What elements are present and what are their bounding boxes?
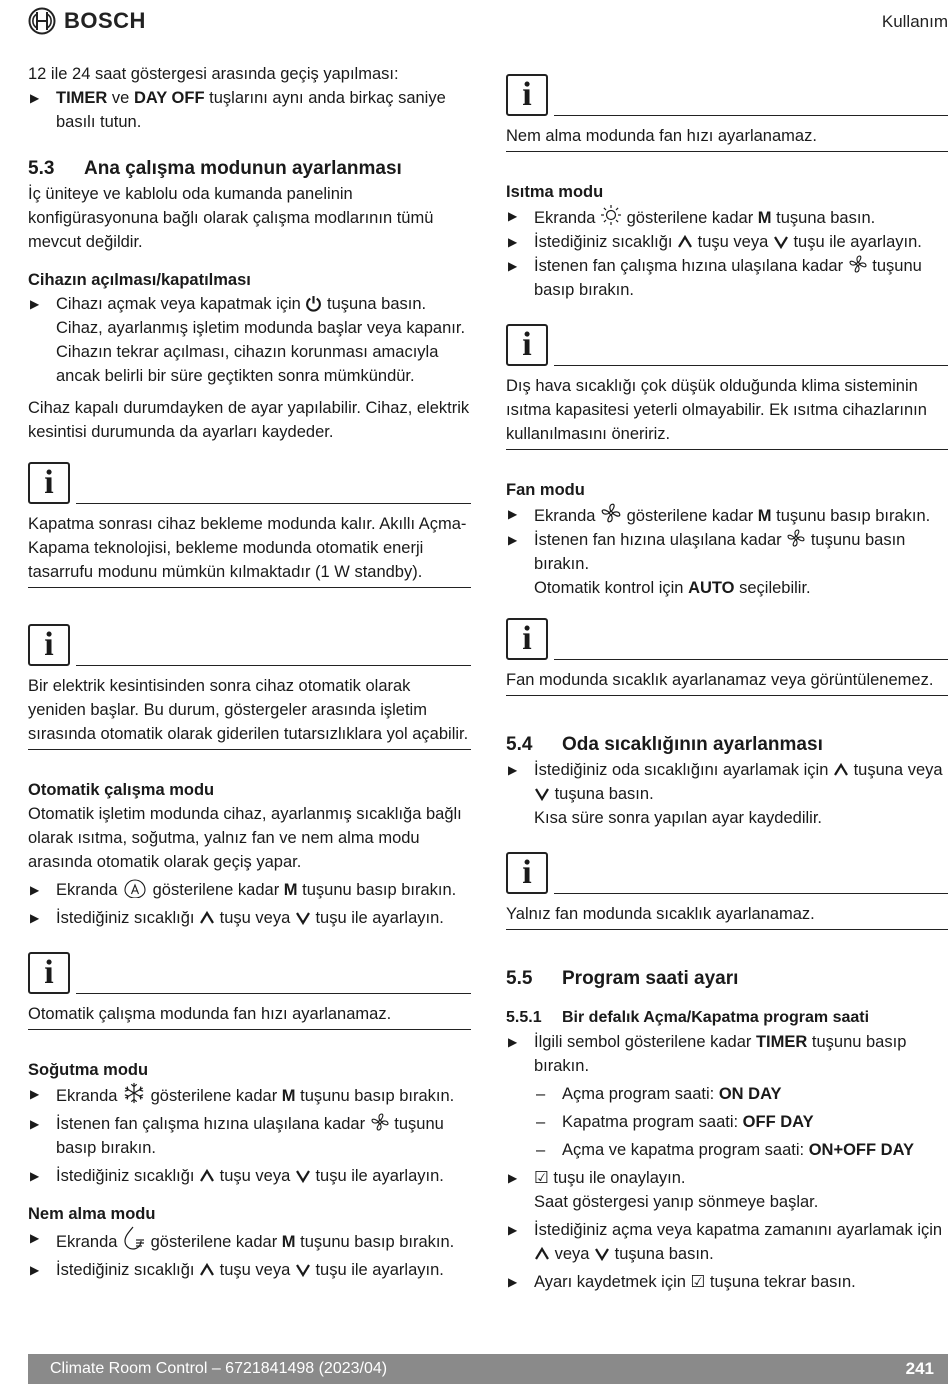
snowflake-icon [122,1082,146,1104]
list-item: ▶ İstediğiniz sıcaklığı tuşu veya tuşu ile ayarlayın. [28,1258,471,1282]
arrow-up-icon [833,762,849,778]
paragraph: Cihaz kapalı durumdayken de ayar yapılabilir. Cihaz, elektrik kesintisi durumunda da ayarları kaydeder. [28,399,470,441]
note-text: Kapatma sonrası cihaz bekleme modunda kalır. Akıllı Açma-Kapama teknolojisi, bekleme modunda otomatik enerji tasarrufu modunu mümkün kılmaktadır (1 W standby). [28,515,467,581]
note-text: Nem alma modunda fan hızı ayarlanamaz. [506,127,817,145]
bosch-logo-icon [28,7,56,35]
arrow-down-icon [594,1246,610,1262]
section-heading-5-4: 5.4 Oda sıcaklığının ayarlanması [506,734,823,755]
confirm-icon: ☑ [534,1169,549,1187]
paragraph: Saat göstergesi yanıp sönmeye başlar. [534,1193,819,1211]
list-item: ▶ Ayarı kaydetmek için ☑ tuşuna tekrar basın. [506,1270,948,1294]
dash-item: – Kapatma program saati: OFF DAY [506,1110,948,1134]
info-icon: i [506,852,548,894]
info-note [506,618,948,696]
humidity-drop-icon [122,1226,146,1250]
fan-icon [600,502,622,524]
subheading-fan: Fan modu [506,481,585,499]
list-item: ▶ İstenen fan çalışma hızına ulaşılana kadar tuşunu basıp bırakın. [506,254,948,302]
arrow-up-icon [677,234,693,250]
subheading-onoff: Cihazın açılması/kapatılması [28,271,251,289]
list-item: ▶ Ekranda gösterilene kadar M tuşunu basıp bırakın. [506,502,948,528]
brand-name: BOSCH [64,8,146,33]
list-item: ▶ ☑ tuşu ile onaylayın. [506,1166,948,1190]
right-column [506,62,948,1294]
list-item: ▶ TIMER ve DAY OFF tuşlarını aynı anda birkaç saniye basılı tutun. [28,86,471,134]
page-number: 241 [905,1359,934,1378]
paragraph: Otomatik işletim modunda cihaz, ayarlanmış sıcaklığa bağlı olarak ısıtma, soğutma, yalnız fan ve nem alma modu arasında otomatik olarak geçiş yapar. [28,805,462,871]
list-item: ▶ İstenen fan hızına ulaşılana kadar tuşunu basın bırakın. [506,528,948,576]
list-item: ▶ İstenen fan çalışma hızına ulaşılana kadar tuşunu basıp bırakın. [28,1112,471,1160]
info-note [506,74,948,152]
document-id: Climate Room Control – 6721841498 (2023/04) [50,1360,388,1377]
note-text: Yalnız fan modunda sıcaklık ayarlanamaz. [506,905,815,923]
section-heading-5-5-1: 5.5.1 Bir defalık Açma/Kapatma program saati [506,1009,870,1026]
arrow-down-icon [773,234,789,250]
note-text: Dış hava sıcaklığı çok düşük olduğunda klima sisteminin ısıtma kapasitesi yeterli olmayabilir. Ek ısıtma cihazlarının kullanılmasını öneririz. [506,377,927,443]
dash-item: – Açma program saati: ON DAY [506,1082,948,1106]
paragraph: Kısa süre sonra yapılan ayar kaydedilir. [534,809,822,827]
arrow-up-icon [534,1246,550,1262]
subheading-heating: Isıtma modu [506,183,604,201]
paragraph: Cihaz, ayarlanmış işletim modunda başlar veya kapanır. Cihazın tekrar açılması, cihazın korunması amacıyla ancak belirli bir süre geçtikten sonra mümkündür. [56,319,466,385]
arrow-down-icon [295,910,311,926]
dash-item: – Açma ve kapatma program saati: ON+OFF DAY [506,1138,948,1162]
list-item: ▶ Cihazı açmak veya kapatmak için tuşuna basın. [28,292,471,316]
intro-text: 12 ile 24 saat göstergesi arasında geçiş yapılması: [28,65,399,83]
list-item: ▶ Ekranda gösterilene kadar M tuşunu basıp bırakın. [28,878,471,902]
section-heading-5-5: 5.5 Program saati ayarı [506,968,739,989]
arrow-up-icon [199,1262,215,1278]
list-item: ▶ İstediğiniz açma veya kapatma zamanını ayarlamak için veya tuşuna basın. [506,1218,948,1266]
subheading-cooling: Soğutma modu [28,1061,149,1079]
list-item: ▶ Ekranda gösterilene kadar M tuşuna basın. [506,204,948,230]
list-item: ▶ İstediğiniz sıcaklığı tuşu veya tuşu ile ayarlayın. [28,906,471,930]
subheading-dry: Nem alma modu [28,1205,156,1223]
section-heading-5-3: 5.3 Ana çalışma modunun ayarlanması [28,158,402,179]
power-icon [305,295,322,312]
section-title: Kullanım [881,12,948,31]
paragraph: Otomatik kontrol için AUTO seçilebilir. [534,579,811,597]
list-item: ▶ İlgili sembol gösterilene kadar TIMER tuşunu basıp bırakın. [506,1030,948,1078]
list-item: ▶ İstediğiniz sıcaklığı tuşu veya tuşu ile ayarlayın. [28,1164,471,1188]
note-text: Otomatik çalışma modunda fan hızı ayarlanamaz. [28,1005,392,1023]
page-footer [28,1354,948,1384]
note-text: Fan modunda sıcaklık ayarlanamaz veya görüntülenemez. [506,671,934,689]
info-icon: i [28,462,70,504]
arrow-up-icon [199,1168,215,1184]
paragraph: İç üniteye ve kablolu oda kumanda panelinin konfigürasyonuna bağlı olarak çalışma modlarının tümü mevcut değildir. [28,185,434,251]
arrow-down-icon [295,1262,311,1278]
auto-mode-icon [122,878,148,898]
info-icon: i [506,74,548,116]
sun-icon [600,204,622,226]
info-icon: i [506,324,548,366]
list-item: ▶ Ekranda gösterilene kadar M tuşunu basıp bırakın. [28,1226,471,1254]
arrow-down-icon [295,1168,311,1184]
confirm-icon: ☑ [690,1273,706,1291]
fan-icon [786,528,806,548]
list-item: ▶ Ekranda gösterilene kadar M tuşunu basıp bırakın. [28,1082,471,1108]
arrow-down-icon [534,786,550,802]
list-item: ▶ İstediğiniz oda sıcaklığını ayarlamak için tuşuna veya tuşuna basın. [506,758,948,806]
note-text: Bir elektrik kesintisinden sonra cihaz otomatik olarak yeniden başlar. Bu durum, göstergeler arasında işletim sırasında otomatik olarak giderilen tutarsızlıklara yol açabilir. [28,677,469,743]
info-icon: i [506,618,548,660]
left-column [28,62,471,1282]
info-note [28,952,471,1030]
list-item: ▶ İstediğiniz sıcaklığı tuşu veya tuşu ile ayarlayın. [506,230,948,254]
fan-icon [370,1112,390,1132]
info-note [28,462,471,588]
header-logo [28,7,146,35]
info-icon: i [28,952,70,994]
info-note [506,852,948,930]
subheading-auto: Otomatik çalışma modu [28,781,215,799]
fan-icon [848,254,868,274]
info-icon: i [28,624,70,666]
arrow-up-icon [199,910,215,926]
info-note [28,624,471,750]
info-note [506,324,948,450]
